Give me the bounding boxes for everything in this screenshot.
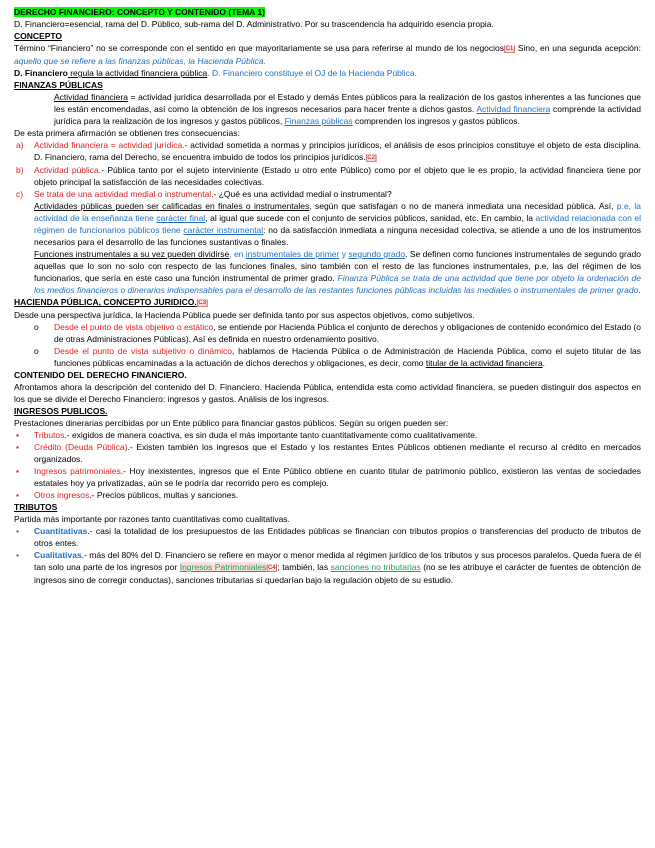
intro-paragraph: D. Financiero=esencial, rama del D. Público, sub-rama del D. Administrativo. Por su trascendencia ha adquirido esencia propia. bbox=[14, 19, 494, 29]
list-item-c: c) Se trata de una actividad medial o instrumental.- ¿Qué es una actividad medial o instrumental? bbox=[16, 189, 392, 199]
hacienda-subjetivo-item: o Desde el punto de vista subjetivo o dinámico, hablamos de Hacienda Pública o de Administración de Hacienda Pública, como el sujeto titular de las funciones públicas encaminadas a la actuación de dichos derechos y obligaciones, es decir, como titular de la actividad financiera. bbox=[34, 346, 641, 368]
ingresos-item-patrimoniales: ▪ Ingresos patrimoniales.- Hoy inexistentes, ingresos que el Ente Público obtiene en cuanto titular de patrimonio público, existieron las ventas de sociedades estatales hoy ya privatizadas, aún se le podría dar recorrido pero es complejo. bbox=[16, 466, 642, 488]
heading-tributos: TRIBUTOS bbox=[14, 502, 58, 512]
ingresos-intro: Prestaciones dinerarias percibidas por un Ente público para financiar gastos públicos. Según su origen pueden ser: bbox=[14, 418, 449, 428]
df-paragraph: D. Financiero regula la actividad financiera pública. D. Financiero constituye el OJ de la Hacienda Pública. bbox=[14, 68, 418, 78]
square-bullet-icon: ▪ bbox=[16, 466, 20, 476]
list-item-b: b) Actividad pública.- Pública tanto por el sujeto interviniente (Estado u otro ente Público) como por el objeto que le es propio, la actividad financiera tiene por objeto principal la satisfacción de las necesidades colectivas. bbox=[16, 165, 641, 187]
document-title: DERECHO FINANCIERO: CONCEPTO Y CONTENIDO (TEMA 1) bbox=[14, 7, 265, 17]
consecuencias-intro: De esta primera afirmación se obtienen tres consecuencias: bbox=[14, 128, 240, 138]
tributos-intro: Partida más importante por razones tanto cuantitativas como cualitativas. bbox=[14, 514, 290, 524]
square-bullet-icon: ▪ bbox=[16, 430, 20, 440]
funciones-paragraph: Funciones instrumentales a su vez pueden dividirse, en instrumentales de primer y segundo grado. Se definen como funciones instrumentales de segundo grado aquellas que lo son no solo con respecto de las funciones finales, sino también con el resto de las funciones instrumentales, p.e, las del régimen de los funcionarios, que sería en este caso una función instrumental de primer grado. Finanza Pública se trata de una actividad que tiene por objeto la ordenación de los medios financieros o dinerarios indispensables para el desarrollo de las restantes funciones públicas incluidas las mediales o instrumentales de primer grado. bbox=[34, 249, 642, 295]
heading-ingresos: INGRESOS PUBLICOS. bbox=[14, 406, 108, 416]
tributos-item-cualitativas: • Cualitativas.- más del 80% del D. Financiero se refiere en mayor o menor medida al régimen jurídico de los tributos y sus procesos paralelos. Queda fuera de él tan solo una parte de los ingresos por Ingresos Patrimoniales[C4]; también, las sanciones no tributarias (no se les atribuye el carácter de fuentes de obtención de ingresos sino de corregir conductas), sanciones tributarias sí quedarían bajo la regulación objeto de su estudio. bbox=[16, 550, 642, 585]
heading-hacienda: HACIENDA PÚBLICA, CONCEPTO JURIDICO.[C3] bbox=[14, 297, 208, 307]
heading-contenido: CONTENIDO DEL DERECHO FINANCIERO. bbox=[14, 370, 187, 380]
heading-concepto: CONCEPTO bbox=[14, 31, 63, 41]
tributos-item-cuantitativas: • Cuantitativas.- casi la totalidad de los presupuestos de las Entidades públicas se financian con tributos propios o transferencias del producto de tributos de otros entes. bbox=[16, 526, 641, 548]
hacienda-objetivo-item: o Desde el punto de vista objetivo o estático, se entiende por Hacienda Pública el conjunto de derechos y obligaciones de contenido económico del Estado (o de otras Administraciones Públicas). Así es definida en nuestro ordenamiento positivo. bbox=[34, 322, 641, 344]
actividades-paragraph: Actividades públicas pueden ser calificadas en finales o instrumentales, según que satisfagan o no de manera inmediata una necesidad pública. Así, p.e, la actividad de la enseñanza tiene carácter final, al igual que sucede con el conjunto de servicios públicos, sanidad, etc. En cambio, la actividad relacionada con el régimen de funcionarios públicos tiene carácter instrumental: no da satisfacción inmediata a ninguna necesidad colectiva, se atiende a uno de los instrumentos necesarios para el desarrollo de las funciones sustantivas o finales. bbox=[34, 201, 641, 247]
bullet-icon: • bbox=[16, 526, 19, 536]
hacienda-intro: Desde una perspectiva jurídica, la Hacienda Pública puede ser definida tanto por sus aspectos objetivos, como subjetivos. bbox=[14, 310, 475, 320]
bullet-icon: • bbox=[16, 550, 19, 560]
concepto-paragraph: Término “Financiero” no se corresponde con el sentido en que mayoritariamente se usa para referirse al mundo de los negocios[C1] Sino, en una segunda acepción: aquello que se refiere a las finanzas públicas, la Hacienda Pública. bbox=[14, 43, 641, 66]
square-bullet-icon: ▪ bbox=[16, 490, 20, 500]
finanzas-paragraph: Actividad financiera = actividad jurídica desarrollada por el Estado y demás Entes públicos para la realización de los gastos inherentes a las funciones que les están encomendadas, así como la obtención de los ingresos necesarios para hacer frente a dichos gastos. Actividad financiera comprende la actividad jurídica para la realización de los ingresos y gastos públicos, Finanzas públicas comprenden los ingresos y gastos públicos. bbox=[54, 92, 641, 126]
heading-finanzas: FINANZAS PÚBLICAS bbox=[14, 80, 103, 90]
comment-marker[interactable]: [C1] bbox=[504, 46, 516, 52]
square-bullet-icon: ▪ bbox=[16, 442, 20, 452]
list-item-a: a) Actividad financiera = actividad jurídica.- actividad sometida a normas y principios jurídicos, el análisis de esos principios constituye el objeto de esta disciplina. D. Financiero, rama del Derecho, se encuentra imbuido de todos los principios jurídicos.[C2] bbox=[16, 140, 641, 162]
contenido-paragraph: Afrontamos ahora la descripción del contenido del D. Financiero. Hacienda Pública, entendida esta como actividad financiera, se pueden distinguir dos aspectos en los que se divide el Derecho Financiero: ingresos y gastos. Análisis de los ingresos. bbox=[14, 382, 641, 404]
ingresos-item-credito: ▪ Crédito (Deuda Pública).- Existen también los ingresos que el Estado y los restantes Entes Públicos obtienen mediante el recurso al crédito en mercados organizados. bbox=[16, 442, 641, 464]
comment-marker[interactable]: [C2] bbox=[365, 155, 377, 161]
ingresos-item-otros: ▪ Otros ingresos.- Precios públicos, multas y sanciones. bbox=[16, 490, 239, 500]
comment-marker[interactable]: [C3] bbox=[196, 300, 208, 306]
comment-marker[interactable]: [C4] bbox=[266, 565, 278, 571]
ingresos-item-tributos: ▪ Tributos.- exigidos de manera coactiva, es sin duda el más importante tanto cuantitativamente como cualitativamente. bbox=[16, 430, 478, 440]
